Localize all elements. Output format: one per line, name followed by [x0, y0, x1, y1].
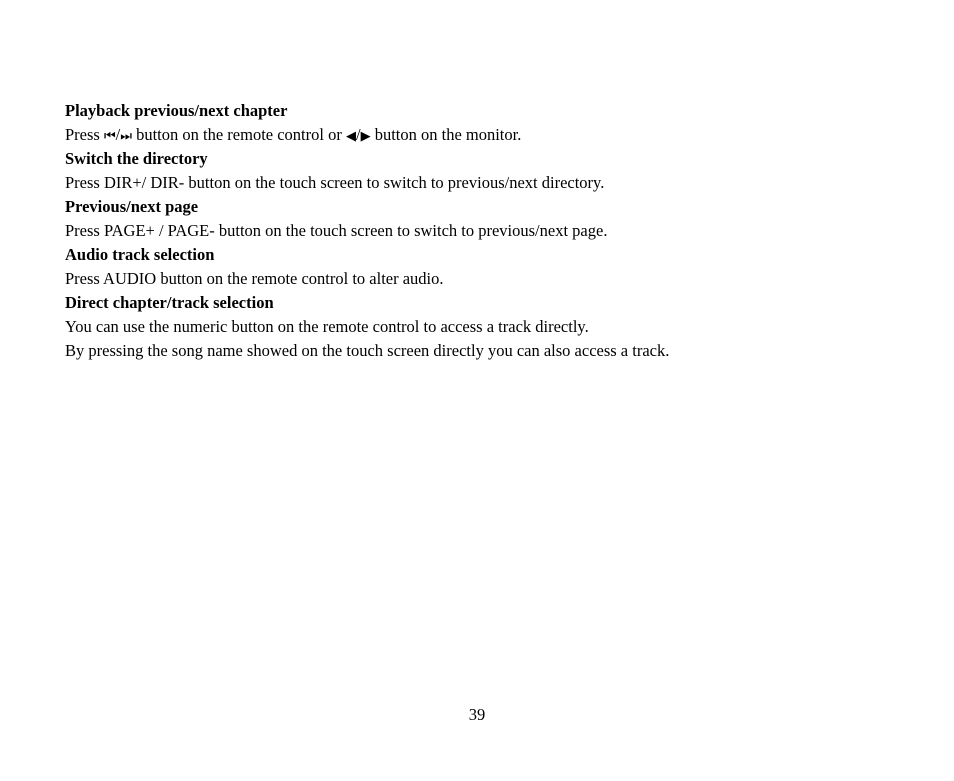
skip-next-icon: ⏭: [120, 129, 132, 144]
section-heading-direct-selection: Direct chapter/track selection: [65, 293, 274, 312]
playback-text-middle: button on the remote control or: [131, 125, 346, 144]
slash-separator: /: [355, 125, 361, 144]
section-body-directory: Press DIR+/ DIR- button on the touch screen to switch to previous/next directory.: [65, 173, 605, 192]
section-body-page: Press PAGE+ / PAGE- button on the touch screen to switch to previous/next page.: [65, 221, 608, 240]
slash-separator: /: [115, 125, 121, 144]
playback-text-end: button on the monitor.: [370, 125, 522, 144]
section-body-direct-selection-1: You can use the numeric button on the remote control to access a track directly.: [65, 317, 589, 336]
section-heading-audio: Audio track selection: [65, 245, 215, 264]
manual-content: [65, 99, 925, 363]
section-body-audio: Press AUDIO button on the remote control to alter audio.: [65, 269, 444, 288]
section-heading-page: Previous/next page: [65, 197, 199, 216]
page-number: 39: [468, 705, 486, 724]
skip-previous-icon: ⏮: [103, 129, 116, 144]
left-triangle-icon: ◀: [345, 129, 356, 144]
right-triangle-icon: ▶: [360, 129, 371, 144]
section-heading-directory: Switch the directory: [65, 149, 208, 168]
section-body-direct-selection-2: By pressing the song name showed on the touch screen directly you can also access a track.: [65, 341, 670, 360]
section-body-playback: [65, 123, 925, 147]
section-heading-playback: Playback previous/next chapter: [65, 101, 288, 120]
playback-text-start: Press: [65, 125, 104, 144]
